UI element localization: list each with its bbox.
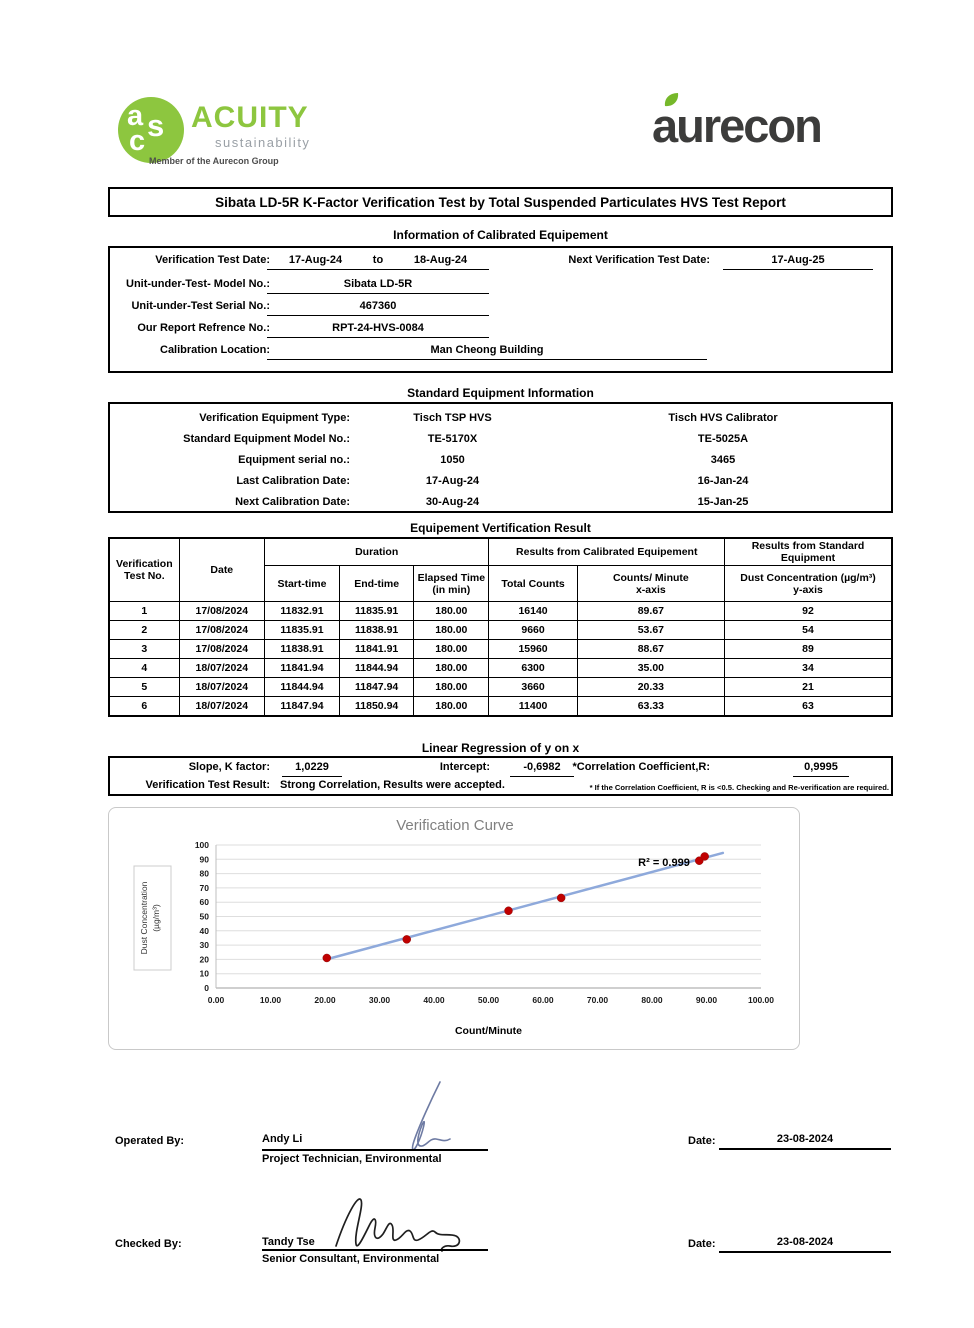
report-title-box xyxy=(108,187,893,217)
section-heading-regression: Linear Regression of y on x xyxy=(421,741,580,755)
x-tick-label: 30.00 xyxy=(368,995,391,1005)
x-tick-label: 50.00 xyxy=(477,995,500,1005)
table-cell: 18/07/2024 xyxy=(179,659,264,678)
correlation-value: 0,9995 xyxy=(793,761,849,777)
field-value: Sibata LD-5R xyxy=(267,278,489,294)
checked-by-title: Senior Consultant, Environmental xyxy=(262,1253,440,1265)
data-point xyxy=(505,907,513,915)
y-tick-label: 0 xyxy=(204,983,209,993)
table-cell: 180.00 xyxy=(414,621,489,640)
acuity-tagline: Member of the Aurecon Group xyxy=(149,156,279,166)
section-heading-calibrated-info: Information of Calibrated Equipement xyxy=(393,228,608,242)
table-row xyxy=(109,621,892,640)
field-value xyxy=(267,254,489,270)
chart-svg xyxy=(109,808,799,1049)
standard-info-row xyxy=(110,428,891,449)
monogram-letter: s xyxy=(147,108,165,143)
field-label: Next Verification Test Date: xyxy=(568,254,710,266)
calibrator-value: 3465 xyxy=(710,453,736,466)
acuity-subtitle: sustainability xyxy=(215,135,311,150)
operated-signature xyxy=(386,1078,454,1152)
verification-result-table xyxy=(108,537,893,717)
verification-curve-chart xyxy=(108,807,800,1050)
intercept-label: Intercept: xyxy=(439,761,490,773)
col-header-elapsed: Elapsed Time (in min) xyxy=(414,566,489,602)
table-cell: 5 xyxy=(109,678,179,697)
field-label: Standard Equipment Model No.: xyxy=(183,432,350,445)
col-header-end-time: End-time xyxy=(340,566,414,602)
table-cell: 54 xyxy=(725,621,892,640)
table-cell: 11835.91 xyxy=(340,602,414,621)
table-cell: 88.67 xyxy=(577,640,724,659)
y-tick-label: 40 xyxy=(199,925,209,936)
calibrated-info-box xyxy=(108,246,893,373)
table-cell: 11844.94 xyxy=(340,659,414,678)
col-header-dust xyxy=(725,566,892,602)
monogram-letter: a xyxy=(127,100,144,132)
calibrator-value: TE-5025A xyxy=(697,432,749,445)
table-cell: 63.33 xyxy=(577,697,724,716)
slope-value: 1,0229 xyxy=(282,761,342,777)
col-header-counts-minute xyxy=(577,566,724,602)
field-value: RPT-24-HVS-0084 xyxy=(267,322,489,338)
standard-info-box xyxy=(108,402,893,513)
x-axis-title: Count/Minute xyxy=(454,1025,523,1037)
correlation-label: *Correlation Coefficient,R: xyxy=(572,761,710,773)
field-value: 17-Aug-25 xyxy=(723,254,873,270)
table-cell: 3 xyxy=(109,640,179,659)
x-tick-label: 20.00 xyxy=(314,995,336,1005)
table-cell: 6 xyxy=(109,697,179,716)
header-line1: Dust Concentration (µg/m³) xyxy=(740,571,876,584)
col-group-calibrated: Results from Calibrated Equipement xyxy=(489,538,725,566)
col-group-duration: Duration xyxy=(264,538,489,566)
table-cell: 11850.94 xyxy=(340,697,414,716)
info-row-test-date xyxy=(110,254,895,272)
hvs-value: 30-Aug-24 xyxy=(425,495,480,508)
checked-date-label: Date: xyxy=(688,1238,716,1250)
x-tick-label: 60.00 xyxy=(532,995,554,1005)
operated-signature-line xyxy=(262,1149,488,1151)
slope-label: Slope, K factor: xyxy=(188,761,270,773)
standard-info-row xyxy=(110,470,891,491)
table-cell: 11844.94 xyxy=(264,678,339,697)
field-label: Unit-under-Test- Model No.: xyxy=(126,278,270,290)
calibrator-value: 15-Jan-25 xyxy=(697,495,749,508)
operated-by-name: Andy Li xyxy=(262,1133,303,1145)
table-cell: 34 xyxy=(725,659,892,678)
table-cell: 11838.91 xyxy=(340,621,414,640)
table-cell: 20.33 xyxy=(577,678,724,697)
calibrator-value: 16-Jan-24 xyxy=(697,474,749,487)
header-line2: y-axis xyxy=(793,583,823,596)
header-line1: Counts/ Minute xyxy=(612,571,689,584)
aurecon-wordmark: aurecon xyxy=(652,99,821,152)
table-cell: 180.00 xyxy=(414,602,489,621)
hvs-value: Tisch TSP HVS xyxy=(413,411,492,424)
operated-date-value: 23-08-2024 xyxy=(719,1133,891,1150)
table-row xyxy=(109,697,892,716)
acuity-monogram-icon xyxy=(118,97,184,163)
calibrator-value: Tisch HVS Calibrator xyxy=(668,411,778,424)
header-line2: x-axis xyxy=(635,583,666,596)
checked-signature-line xyxy=(262,1249,488,1251)
table-cell: 11847.94 xyxy=(340,678,414,697)
operated-by-label: Operated By: xyxy=(115,1135,185,1147)
table-row xyxy=(109,640,892,659)
table-cell: 11841.91 xyxy=(340,640,414,659)
field-label: Verification Equipment Type: xyxy=(199,411,350,424)
report-title: Sibata LD-5R K-Factor Verification Test by Total Suspended Particulates HVS Test Report xyxy=(215,194,786,210)
field-value: Man Cheong Building xyxy=(267,344,707,360)
section-heading-standard-info: Standard Equipment Information xyxy=(407,386,594,400)
section-heading-result: Equipement Vertification Result xyxy=(410,521,591,535)
table-cell: 89 xyxy=(725,640,892,659)
data-point xyxy=(701,852,709,860)
standard-info-row xyxy=(110,491,891,512)
table-cell: 3660 xyxy=(489,678,577,697)
x-tick-label: 90.00 xyxy=(695,995,718,1005)
acuity-wordmark: ACUITY xyxy=(191,101,309,134)
hvs-value: TE-5170X xyxy=(427,432,478,445)
operated-by-title: Project Technician, Environmental xyxy=(262,1153,442,1165)
col-group-standard: Results from Standard Equipment xyxy=(725,538,892,566)
table-cell: 53.67 xyxy=(577,621,724,640)
table-cell: 89.67 xyxy=(577,602,724,621)
checked-by-label: Checked By: xyxy=(115,1238,182,1250)
table-cell: 11847.94 xyxy=(264,697,339,716)
y-tick-label: 30 xyxy=(199,940,209,951)
y-tick-label: 70 xyxy=(199,882,209,893)
table-cell: 11832.91 xyxy=(264,602,339,621)
field-label: Calibration Location: xyxy=(160,344,270,356)
table-cell: 6300 xyxy=(489,659,577,678)
table-cell: 35.00 xyxy=(577,659,724,678)
table-cell: 11835.91 xyxy=(264,621,339,640)
info-row-model-no xyxy=(110,278,895,296)
table-cell: 17/08/2024 xyxy=(179,621,264,640)
field-label: Verification Test Date: xyxy=(155,254,270,266)
acuity-logo xyxy=(118,95,418,175)
table-cell: 18/07/2024 xyxy=(179,697,264,716)
y-tick-label: 90 xyxy=(199,854,209,865)
info-row-location xyxy=(110,344,895,362)
table-cell: 92 xyxy=(725,602,892,621)
y-axis-title-line2: (µg/m³) xyxy=(151,904,161,932)
table-cell: 180.00 xyxy=(414,659,489,678)
table-row xyxy=(109,602,892,621)
standard-info-row xyxy=(110,449,891,470)
date-to: 18-Aug-24 xyxy=(413,254,468,266)
test-result-value: Strong Correlation, Results were accepted. xyxy=(280,779,505,795)
y-tick-label: 60 xyxy=(199,897,209,908)
test-result-label: Verification Test Result: xyxy=(145,779,270,791)
table-cell: 21 xyxy=(725,678,892,697)
y-tick-label: 100 xyxy=(194,840,209,850)
table-cell: 180.00 xyxy=(414,640,489,659)
table-cell: 180.00 xyxy=(414,697,489,716)
field-label: Our Report Refrence No.: xyxy=(137,322,270,334)
field-label: Next Calibration Date: xyxy=(235,495,350,508)
table-row xyxy=(109,659,892,678)
table-cell: 180.00 xyxy=(414,678,489,697)
x-tick-label: 70.00 xyxy=(586,995,609,1005)
aurecon-logo xyxy=(652,92,912,162)
table-row xyxy=(109,678,892,697)
r-squared-annotation: R² = 0.999 xyxy=(638,857,690,869)
table-cell: 11400 xyxy=(489,697,577,716)
hvs-value: 17-Aug-24 xyxy=(425,474,480,487)
table-cell: 17/08/2024 xyxy=(179,640,264,659)
checked-date-value: 23-08-2024 xyxy=(719,1236,891,1253)
col-header-date: Date xyxy=(179,538,264,602)
y-tick-label: 80 xyxy=(199,868,209,879)
table-cell: 18/07/2024 xyxy=(179,678,264,697)
x-tick-label: 80.00 xyxy=(641,995,663,1005)
col-header-total-counts: Total Counts xyxy=(489,566,577,602)
y-tick-label: 50 xyxy=(199,911,209,922)
field-value: 467360 xyxy=(267,300,489,316)
table-cell: 63 xyxy=(725,697,892,716)
info-row-serial-no xyxy=(110,300,895,318)
date-from: 17-Aug-24 xyxy=(288,254,343,266)
regression-box xyxy=(108,756,893,796)
x-tick-label: 40.00 xyxy=(423,995,445,1005)
col-header-test-no: Verification Test No. xyxy=(109,538,179,602)
standard-info-row xyxy=(110,407,891,428)
data-point xyxy=(323,954,331,962)
to-word: to xyxy=(372,254,384,266)
table-cell: 15960 xyxy=(489,640,577,659)
operated-date-label: Date: xyxy=(688,1135,716,1147)
hvs-value: 1050 xyxy=(440,453,465,466)
x-tick-label: 10.00 xyxy=(259,995,282,1005)
table-cell: 16140 xyxy=(489,602,577,621)
x-tick-label: 100.00 xyxy=(748,995,774,1005)
intercept-value: -0,6982 xyxy=(510,761,574,777)
table-cell: 17/08/2024 xyxy=(179,602,264,621)
checked-by-name: Tandy Tse xyxy=(262,1236,315,1248)
y-tick-label: 10 xyxy=(199,968,209,979)
checked-signature xyxy=(328,1188,486,1252)
info-row-report-ref xyxy=(110,322,895,340)
table-cell: 1 xyxy=(109,602,179,621)
table-header-row xyxy=(109,538,892,566)
chart-title: Verification Curve xyxy=(396,817,514,834)
table-cell: 4 xyxy=(109,659,179,678)
table-cell: 11841.94 xyxy=(264,659,339,678)
data-point xyxy=(403,935,411,943)
table-cell: 2 xyxy=(109,621,179,640)
field-label: Unit-under-Test Serial No.: xyxy=(131,300,270,312)
y-axis-title-line1: Dust Concentration xyxy=(139,881,149,955)
field-label: Last Calibration Date: xyxy=(236,474,350,487)
x-tick-label: 0.00 xyxy=(207,995,225,1005)
y-tick-label: 20 xyxy=(199,954,209,965)
col-header-start-time: Start-time xyxy=(264,566,339,602)
table-cell: 11838.91 xyxy=(264,640,339,659)
regression-note: * If the Correlation Coefficient, R is <0.5. Checking and Re-verification are required. xyxy=(589,783,889,792)
monogram-letter: c xyxy=(129,125,146,157)
data-point xyxy=(557,894,565,902)
table-cell: 9660 xyxy=(489,621,577,640)
field-label: Equipment serial no.: xyxy=(238,453,350,466)
